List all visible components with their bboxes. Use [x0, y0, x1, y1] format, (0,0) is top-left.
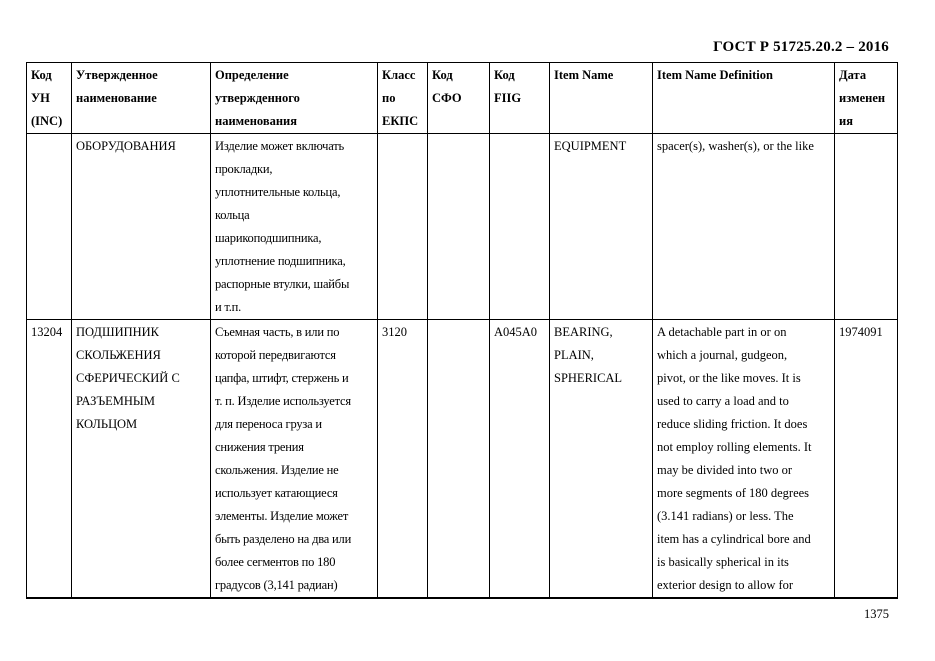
col-header-definition-ru: Определение утвержденного наименования: [211, 63, 378, 134]
classification-table: [26, 62, 898, 599]
cell-date: [835, 134, 898, 320]
table-row: [27, 320, 898, 599]
document-title: ГОСТ Р 51725.20.2 – 2016: [713, 39, 889, 55]
cell-inc: [27, 134, 72, 320]
cell-definition-ru: Изделие может включать прокладки, уплотнительные кольца, кольца шарикоподшипника, уплотнение подшипника, распорные втулки, шайбы и т.п.: [211, 134, 378, 320]
cell-name-ru: ПОДШИПНИК СКОЛЬЖЕНИЯ СФЕРИЧЕСКИЙ С РАЗЪЕМНЫМ КОЛЬЦОМ: [72, 320, 211, 599]
col-header-date: Дата изменен ия: [835, 63, 898, 134]
cell-sfo: [428, 134, 490, 320]
page-number: 1375: [864, 607, 889, 621]
col-header-sfo: Код СФО: [428, 63, 490, 134]
cell-definition-ru: Съемная часть, в или по которой передвигаются цапфа, штифт, стержень и т. п. Изделие используется для переноса груза и снижения трения скольжения. Изделие не использует катающиеся элементы. Изделие может быть разделено на два или более сегментов по 180 градусов (3,141 радиан): [211, 320, 378, 599]
col-header-fiig: Код FIIG: [490, 63, 550, 134]
cell-item-name: EQUIPMENT: [550, 134, 653, 320]
cell-name-ru: ОБОРУДОВАНИЯ: [72, 134, 211, 320]
cell-item-name: BEARING, PLAIN, SPHERICAL: [550, 320, 653, 599]
cell-ekps: 3120: [378, 320, 428, 599]
cell-fiig: [490, 134, 550, 320]
cell-ekps: [378, 134, 428, 320]
table-row: [27, 134, 898, 320]
col-header-ekps: Класс по ЕКПС: [378, 63, 428, 134]
cell-definition-en: A detachable part in or on which a journal, gudgeon, pivot, or the like moves. It is used to carry a load and to reduce sliding friction. It does not employ rolling elements. It may be divided into two or more segments of 180 degrees (3.141 radians) or less. The item has a cylindrical bore and is basically spherical in its exterior design to allow for: [653, 320, 835, 599]
cell-date: 1974091: [835, 320, 898, 599]
cell-inc: 13204: [27, 320, 72, 599]
cell-sfo: [428, 320, 490, 599]
col-header-item-name: Item Name: [550, 63, 653, 134]
table-header-row: [27, 63, 898, 134]
cell-fiig: A045A0: [490, 320, 550, 599]
col-header-name-ru: Утвержденное наименование: [72, 63, 211, 134]
col-header-definition-en: Item Name Definition: [653, 63, 835, 134]
cell-definition-en: spacer(s), washer(s), or the like: [653, 134, 835, 320]
col-header-inc: Код УН (INC): [27, 63, 72, 134]
